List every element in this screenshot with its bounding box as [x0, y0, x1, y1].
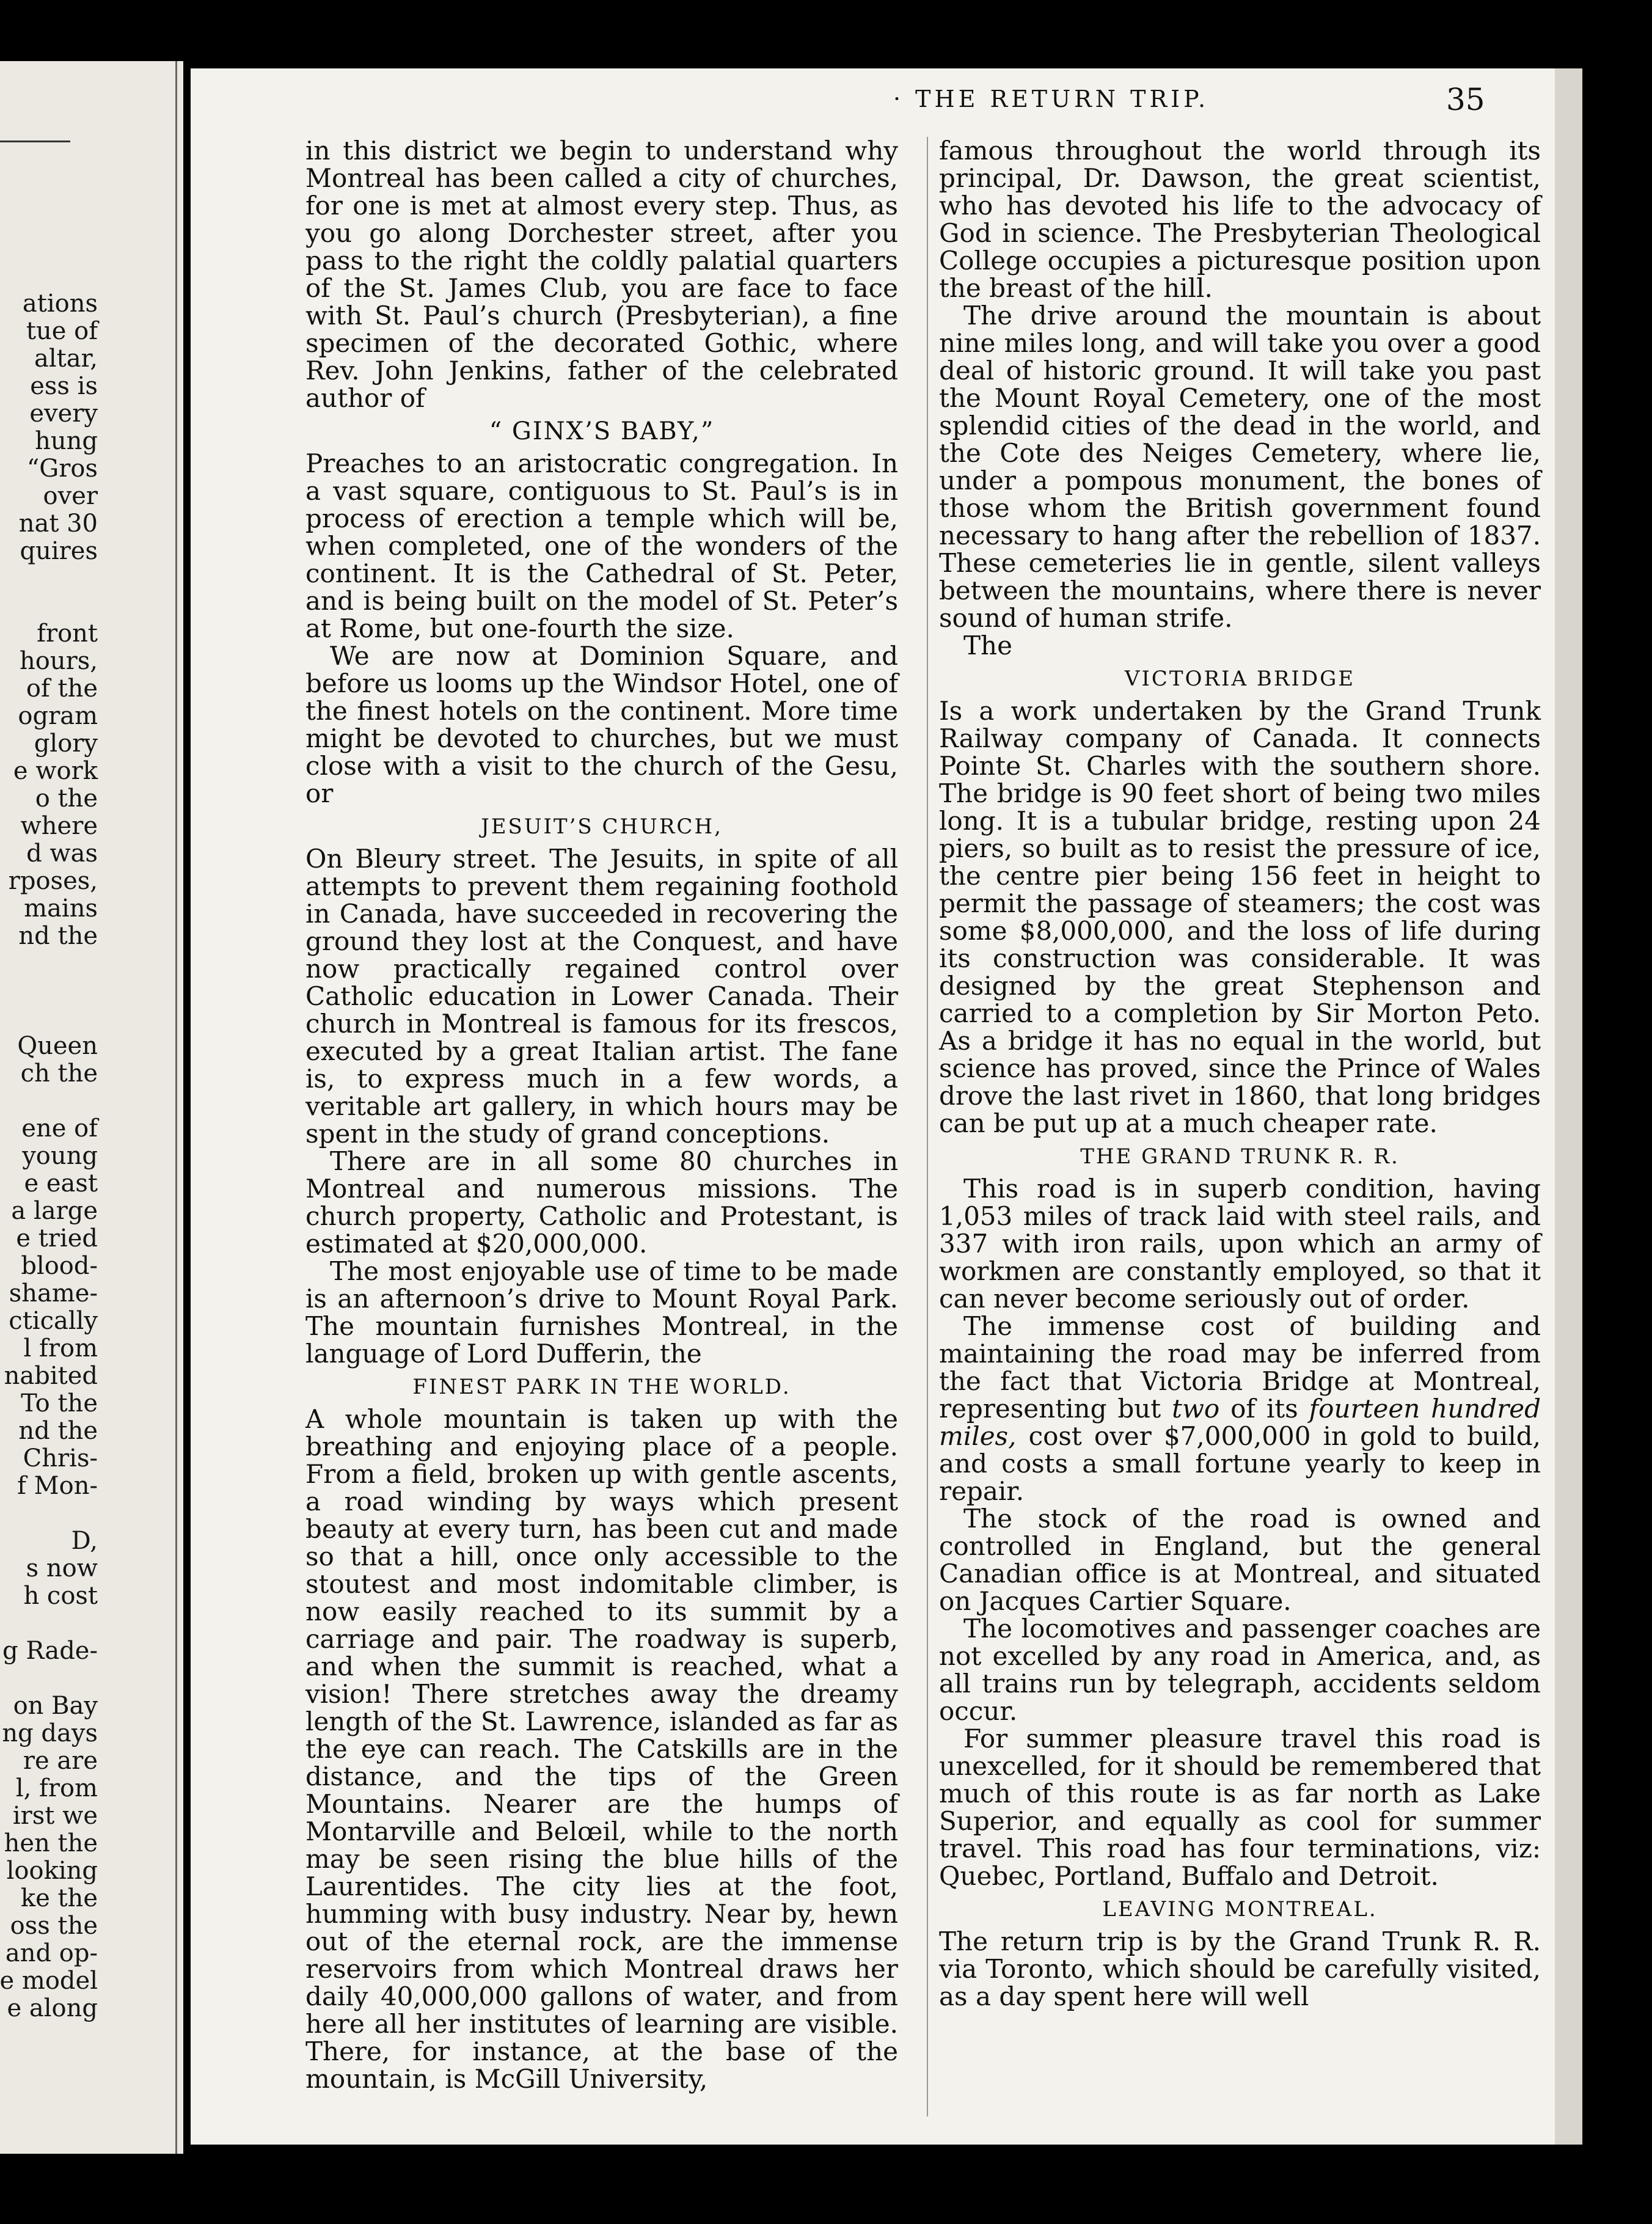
left-fragment-line: of the	[26, 675, 98, 703]
left-fragment-line: a large	[11, 1197, 98, 1225]
paragraph: The return trip is by the Grand Trunk R. R. via Toronto, which should be carefully visited, as a day spent here will well	[939, 1926, 1541, 2011]
paragraph: Is a work undertaken by the Grand Trunk Railway company of Canada. It connects Pointe St. Charles with the southern shore. The bridge is 90 feet short of being two miles long. It is a tubular bridge, resting upon 24 piers, so built as to resist the pressure of ice, the centre pier being 156 feet in height to permit the passage of steamers; the cost was some $8,000,000, and the loss of life during its construction was considerable. It was designed by the great Stephenson and carried to a completion by Sir Morton Peto. As a bridge it has no equal in the world, but science has proved, since the Prince of Wales drove the last rivet in 1860, that long bridges can be put up at a much cheaper rate.	[939, 696, 1541, 1138]
left-fragment-line: hung	[35, 427, 98, 455]
left-fragment-line: To the	[21, 1389, 98, 1417]
left-fragment-line: h cost	[23, 1582, 98, 1610]
left-fragment-line: D,	[71, 1527, 98, 1555]
left-fragment-line: hen the	[4, 1829, 98, 1857]
paragraph: On Bleury street. The Jesuits, in spite of all attempts to prevent them regaining foothold in Canada, have succeeded in recovering the ground they lost at the Conquest, and have now practically regained control over Catholic education in Lower Canada. Their church in Montreal is famous for its frescos, executed by a great Italian artist. The fane is, to express much in a few words, a veritable art gallery, in which hours may be spent in the study of grand conceptions.	[305, 844, 898, 1149]
left-fragment-line: Queen	[17, 1032, 98, 1060]
left-fragment-line: re are	[23, 1747, 98, 1775]
paragraph: A whole mountain is taken up with the breathing and enjoying place of a people. From a field, broken up with gentle ascents, a road winding by ways which present beauty at every turn, has been cut and made so that a hill, once only accessible to the stoutest and most indomitable climber, is now easily reached to its summit by a carriage and pair. The roadway is superb, and when the summit is reached, what a vision! There stretches away the dreamy length of the St. Lawrence, islanded as far as the eye can reach. The Catskills are in the distance, and the tips of the Green Mountains. Nearer are the humps of Montarville and Belœil, while to the north may be seen rising the blue hills of the Laurentides. The city lies at the foot, humming with busy industry. Near by, hewn out of the eternal rock, are the immense reservoirs from which Montreal draws her daily 40,000,000 gallons of water, and from here all her institutes of learning are visible. There, for instance, at the base of the mountain, is McGill University,	[305, 1404, 898, 2094]
section-heading: VICTORIA BRIDGE	[1124, 667, 1356, 691]
left-fragment-line: e tried	[16, 1224, 98, 1253]
section-heading: THE GRAND TRUNK R. R.	[1080, 1144, 1400, 1169]
left-fragment-line: e along	[7, 1994, 98, 2022]
left-fragment-line: tue of	[26, 317, 98, 345]
paragraph: For summer pleasure travel this road is unexcelled, for it should be remembered that much of this route is as far north as Lake Superior, and equally as cool for summer travel. This road has four terminations, viz: Quebec, Portland, Buffalo and Detroit.	[939, 1724, 1541, 1891]
left-fragment-line: mains	[24, 894, 98, 923]
left-fragment-line: looking	[6, 1857, 98, 1885]
column-left	[305, 137, 898, 2093]
left-fragment-line: g Rade-	[2, 1637, 98, 1665]
page-number: 35	[1446, 82, 1485, 117]
paragraph: The stock of the road is owned and controlled in England, but the general Canadian office is at Montreal, and situated on Jacques Cartier Square.	[939, 1504, 1541, 1616]
paragraph: This road is in superb condition, having 1,053 miles of track laid with steel rails, and 337 with iron rails, upon which an army of workmen are constantly employed, so that it can never become seriously out of order.	[939, 1174, 1541, 1314]
left-fragment-line: ctically	[9, 1307, 98, 1335]
left-fragment-line: d was	[26, 839, 98, 868]
left-fragment-line: ke the	[20, 1884, 98, 1912]
column-right	[939, 137, 1541, 2010]
left-fragment-line: l, from	[15, 1774, 98, 1802]
section-heading: LEAVING MONTREAL.	[1102, 1897, 1378, 1922]
section-heading: JESUIT’S CHURCH,	[481, 814, 723, 839]
left-fragment-line: ogram	[18, 702, 98, 730]
left-fragment-line: young	[22, 1142, 98, 1170]
paragraph: There are in all some 80 churches in Montreal and numerous missions. The church property, Catholic and Protestant, is estimated at $20,000,000.	[305, 1146, 898, 1259]
page	[191, 68, 1555, 2145]
paragraph: in this district we begin to understand why Montreal has been called a city of churches, for one is met at almost every step. Thus, as you go along Dorchester street, after you pass to the right the coldly palatial quarters of the St. James Club, you are face to face with St. Paul’s church (Presbyterian), a fine specimen of the decorated Gothic, where Rev. John Jenkins, father of the celebrated author of	[305, 136, 898, 413]
left-fragment-line: nd the	[18, 922, 98, 950]
left-fragment-line: blood-	[21, 1252, 98, 1280]
left-fragment-line: shame-	[9, 1279, 98, 1308]
column-divider	[927, 137, 928, 2116]
left-fragment-line: and op-	[5, 1939, 98, 1967]
left-fragment-line: hours,	[20, 647, 98, 675]
paragraph: The locomotives and passenger coaches are not excelled by any road in America, and, as all trains run by telegraph, accidents seldom occur.	[939, 1614, 1541, 1726]
left-fragment-line: glory	[34, 730, 98, 758]
left-fragment-line: ene of	[21, 1114, 98, 1143]
left-fragment-line: nd the	[18, 1417, 98, 1445]
left-fragment-line: oss the	[10, 1912, 98, 1940]
text-run: of its	[1230, 1394, 1298, 1424]
left-fragment-line: l from	[23, 1334, 98, 1363]
left-fragment-line: s now	[26, 1554, 98, 1582]
left-fragment-line: e model	[0, 1967, 98, 1995]
section-heading: “ GINX’S BABY,”	[489, 417, 715, 445]
left-fragment-line: “Gros	[26, 455, 98, 483]
text-run: cost over $7,000,000 in gold to build, and costs a small fortune yearly to keep in repair.	[939, 1421, 1541, 1506]
left-fragment-line: front	[37, 620, 98, 648]
paragraph: The most enjoyable use of time to be made is an afternoon’s drive to Mount Royal Park. The mountain furnishes Montreal, in the language of Lord Dufferin, the	[305, 1256, 898, 1369]
left-fragment-line: altar,	[34, 345, 98, 373]
left-fragment-line: ations	[22, 290, 98, 318]
paragraph	[939, 1312, 1541, 1505]
left-fragment-line: irst we	[12, 1802, 98, 1830]
left-page-fragment	[0, 61, 183, 2154]
paragraph: We are now at Dominion Square, and before us looms up the Windsor Hotel, one of the finest hotels on the continent. More time might be devoted to churches, but we must close with a visit to the church of the Gesu, or	[305, 641, 898, 808]
left-fragment-line: nabited	[4, 1362, 98, 1390]
paragraph: The drive around the mountain is about nine miles long, and will take you over a good deal of historic ground. It will take you past the Mount Royal Cemetery, one of the most splendid cities of the dead in the world, and the Cote des Neiges Cemetery, where lie, under a pompous monument, the bones of those whom the British government found necessary to hang after the rebellion of 1837. These cemeteries lie in gentle, silent valleys between the mountains, where there is never sound of human strife.	[939, 301, 1541, 633]
left-fragment-line: over	[43, 482, 98, 510]
italic-text: fourteen hundred miles,	[939, 1394, 1541, 1451]
text-run: The immense cost of building and maintaining the road may be inferred from the fact that Victoria Bridge at Montreal, representing but	[939, 1311, 1541, 1424]
left-fragment-line: ng days	[2, 1719, 98, 1747]
left-fragment-line: f Mon-	[17, 1472, 98, 1500]
left-fragment-line: e east	[24, 1169, 98, 1198]
header-rule	[0, 141, 70, 142]
left-fragment-line: ess is	[30, 372, 98, 400]
page-edge	[1555, 68, 1582, 2145]
left-fragment-line: Chris-	[23, 1444, 98, 1472]
page-gutter	[175, 61, 177, 2154]
left-fragment-line: quires	[20, 537, 98, 565]
left-fragment-line: rposes,	[8, 867, 98, 895]
paragraph-lead: The	[963, 631, 1012, 660]
left-fragment-line: where	[20, 812, 98, 840]
running-header: · THE RETURN TRIP.	[893, 86, 1210, 112]
left-fragment-line: ch the	[20, 1059, 98, 1088]
paragraph: famous throughout the world through its principal, Dr. Dawson, the great scientist, who has devoted his life to the advocacy of God in science. The Presbyterian Theological College occupies a picturesque position upon the breast of the hill.	[939, 136, 1541, 303]
paragraph: Preaches to an aristocratic congregation. In a vast square, contiguous to St. Paul’s is in process of erection a temple which will be, when completed, one of the wonders of the continent. It is the Cathedral of St. Peter, and is being built on the model of St. Peter’s at Rome, but one-fourth the size.	[305, 448, 898, 643]
left-fragment-line: o the	[35, 785, 98, 813]
left-fragment-line: on Bay	[13, 1692, 98, 1720]
italic-text: two	[1172, 1394, 1220, 1424]
section-heading: FINEST PARK IN THE WORLD.	[412, 1375, 791, 1399]
left-fragment-line: e work	[13, 757, 98, 785]
left-fragment-line: every	[29, 400, 98, 428]
left-fragment-line: nat 30	[18, 510, 98, 538]
